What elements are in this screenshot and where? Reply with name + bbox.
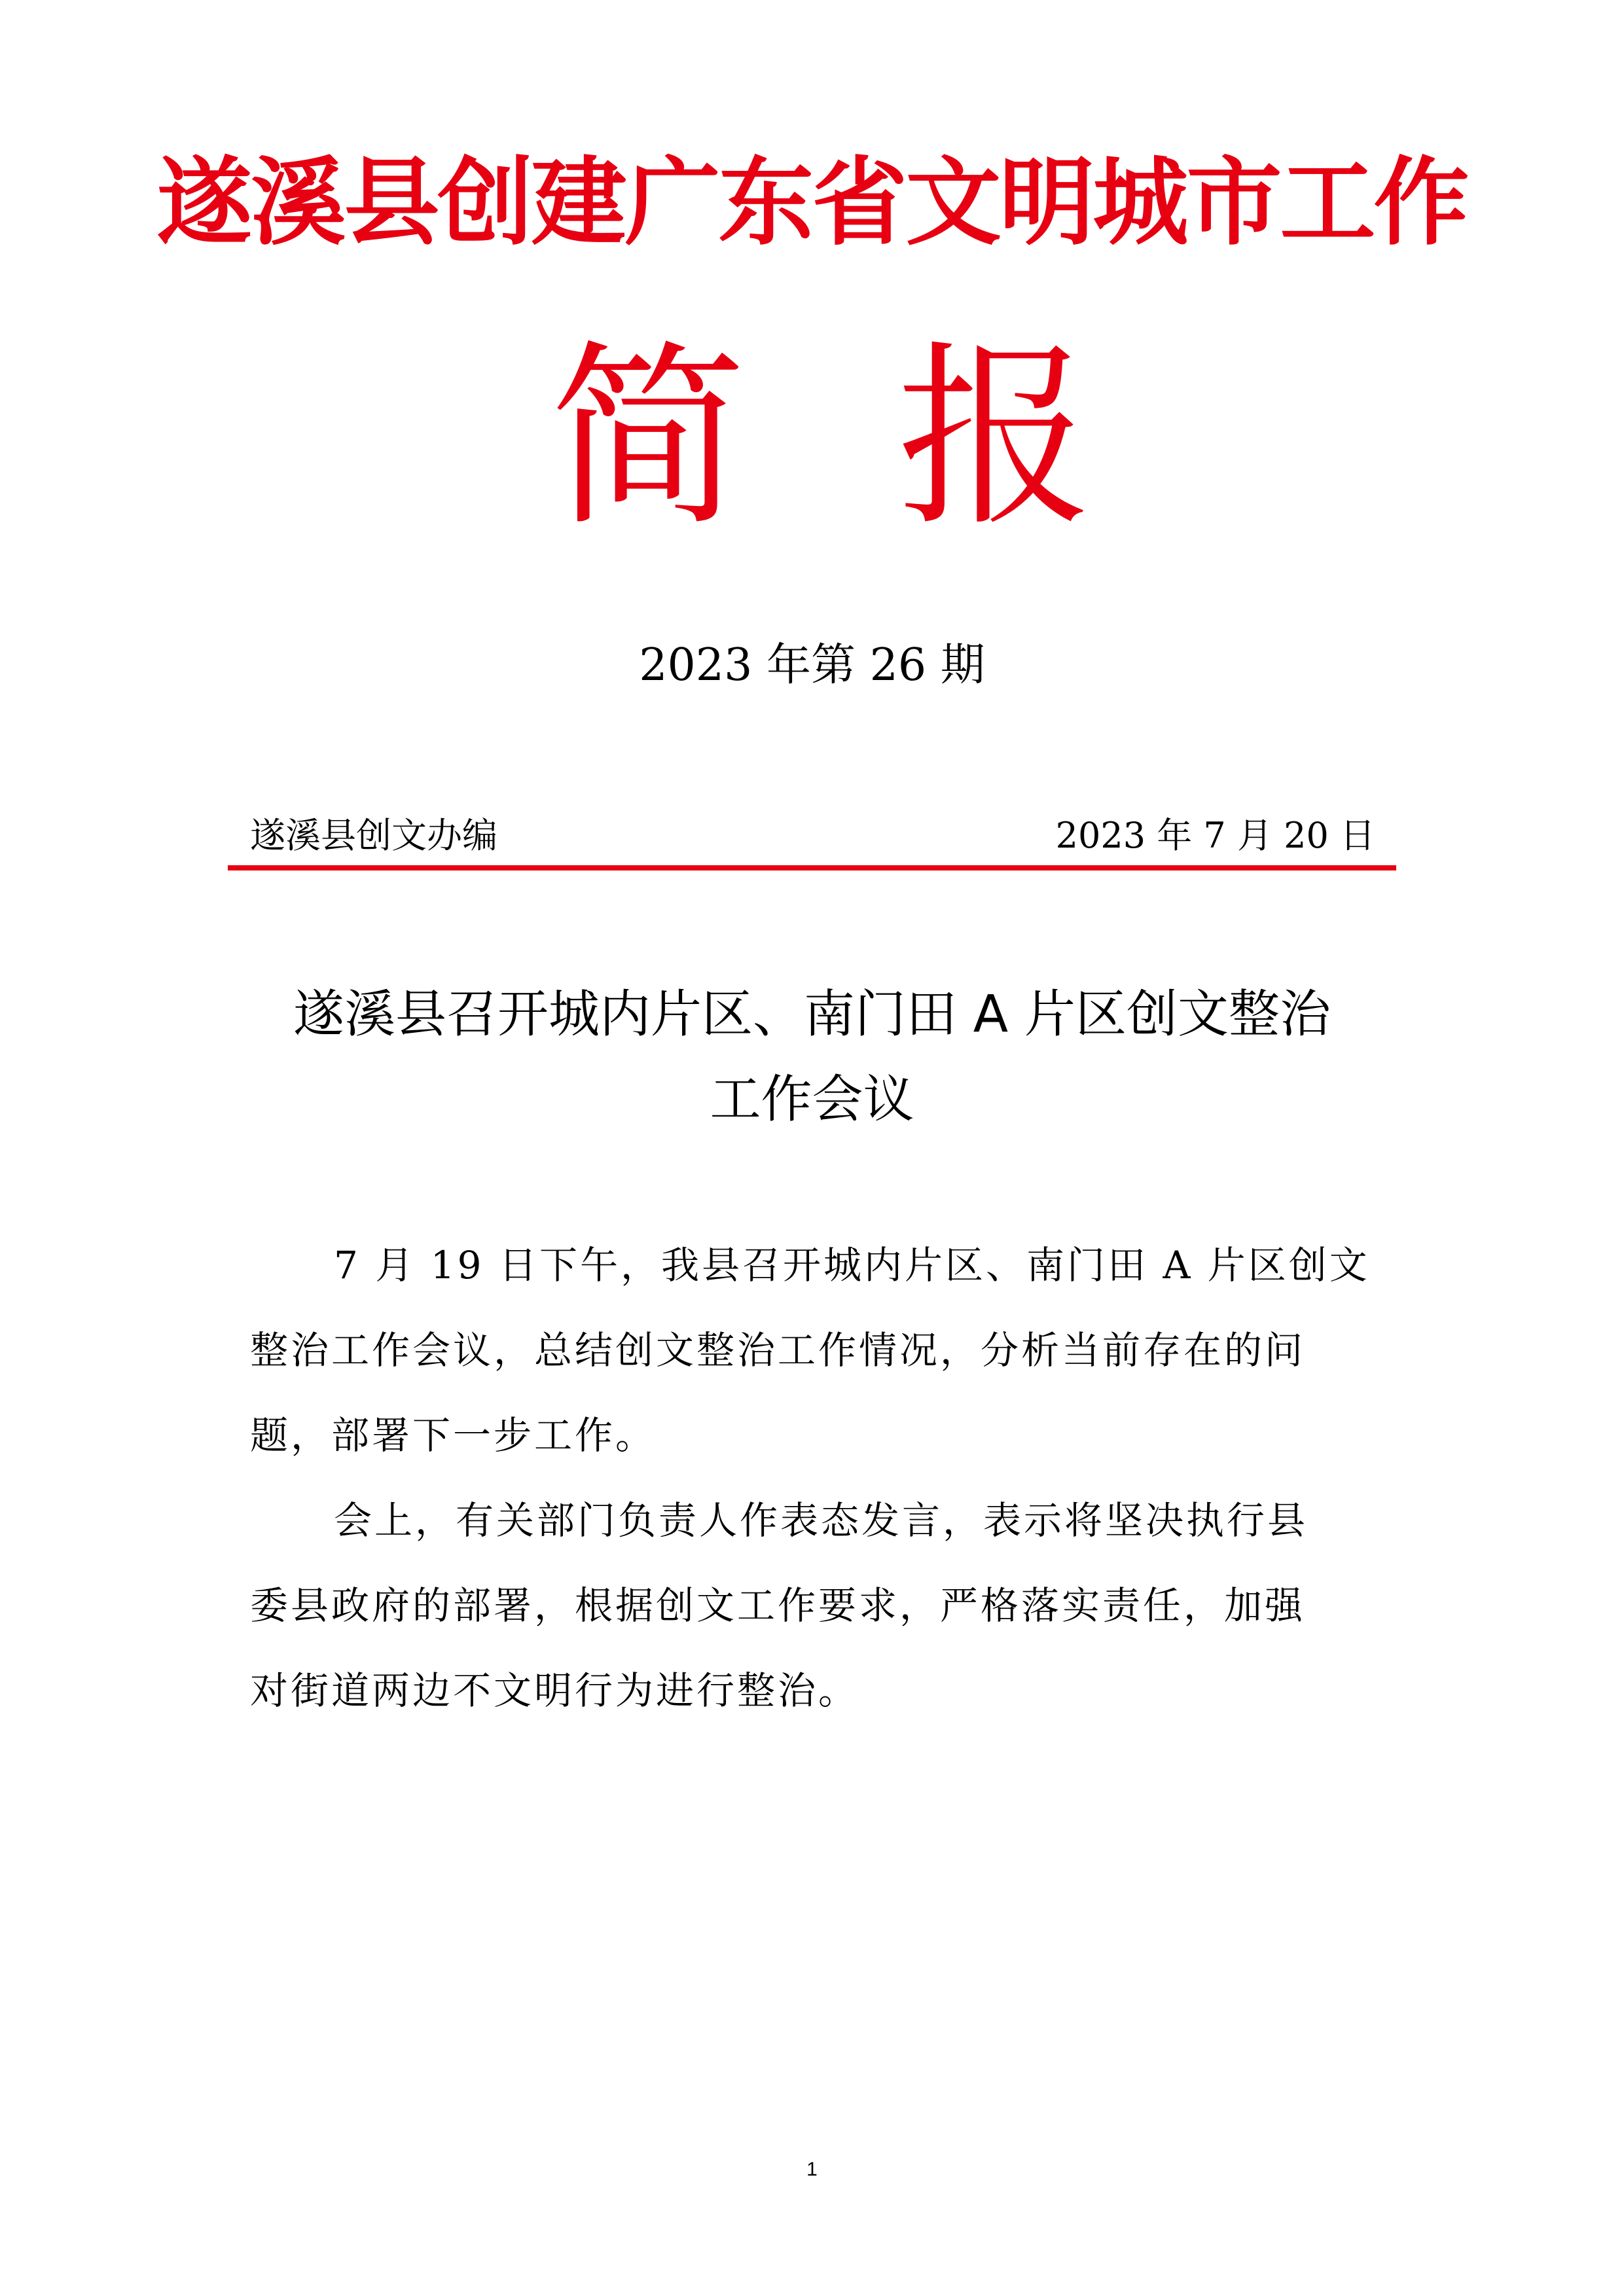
paragraph-2-line-3: 对街道两边不文明行为进行整治。 (250, 1668, 859, 1713)
page-number: 1 (806, 2159, 818, 2180)
masthead-name-jian: 简 (550, 324, 746, 552)
editor-label: 遂溪县创文办编 (250, 815, 497, 856)
paragraph-1-line-2: 整治工作会议，总结创文整治工作情况，分析当前存在的问 (250, 1328, 1306, 1372)
paragraph-1-line-1: 7 月 19 日下午，我县召开城内片区、南门田 A 片区创文 (334, 1243, 1370, 1287)
masthead-name-bao: 报 (897, 324, 1093, 552)
paragraph-1-line-3: 题，部署下一步工作。 (250, 1413, 657, 1458)
masthead-title: 遂溪县创建广东省文明城市工作 (156, 147, 1468, 259)
issue-number: 2023 年第 26 期 (639, 639, 985, 691)
article-title-line-2: 工作会议 (710, 1070, 914, 1129)
red-divider-rule (228, 865, 1396, 870)
publish-date: 2023 年 7 月 20 日 (1055, 815, 1375, 856)
paragraph-2-line-1: 会上，有关部门负责人作表态发言，表示将坚决执行县 (334, 1498, 1308, 1543)
article-title-line-1: 遂溪县召开城内片区、南门田 A 片区创文整治 (293, 985, 1331, 1044)
paragraph-2-line-2: 委县政府的部署，根据创文工作要求，严格落实责任，加强 (250, 1583, 1306, 1628)
